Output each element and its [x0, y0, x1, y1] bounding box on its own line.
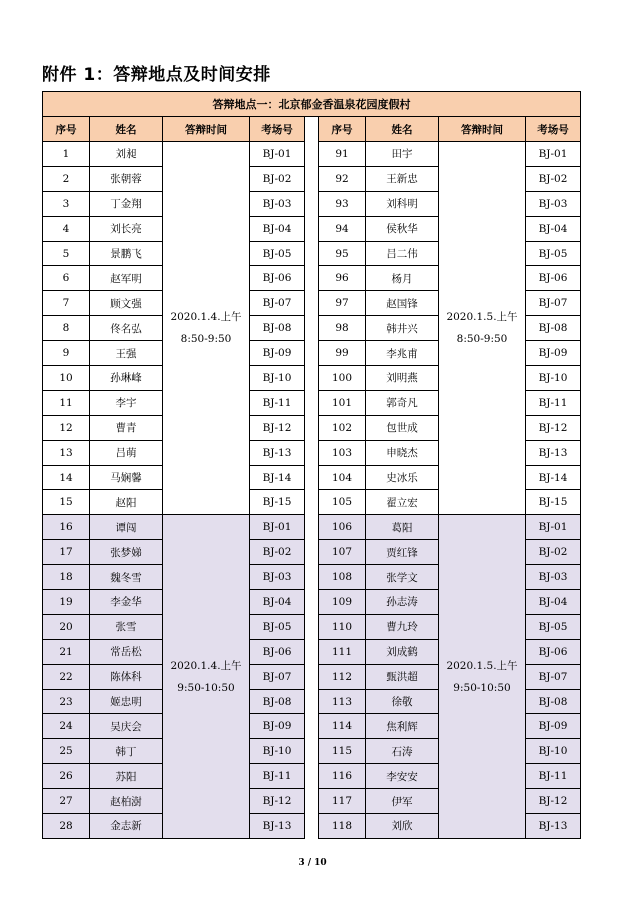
room-cell: BJ-13 — [250, 814, 305, 839]
name-cell: 李宇 — [90, 390, 163, 415]
room-cell: BJ-15 — [526, 490, 581, 515]
name-cell: 贾红锋 — [366, 540, 439, 565]
seq-cell: 3 — [43, 191, 90, 216]
header-time: 答辩时间 — [163, 117, 250, 142]
column-gap — [305, 490, 319, 515]
column-gap — [305, 540, 319, 565]
header-name: 姓名 — [90, 117, 163, 142]
name-cell: 甄洪超 — [366, 664, 439, 689]
header-room: 考场号 — [250, 117, 305, 142]
column-gap — [305, 266, 319, 291]
room-cell: BJ-12 — [250, 415, 305, 440]
room-cell: BJ-01 — [526, 515, 581, 540]
name-cell: 吴庆会 — [90, 714, 163, 739]
room-cell: BJ-03 — [526, 565, 581, 590]
column-gap — [305, 714, 319, 739]
column-gap — [305, 241, 319, 266]
time-slot — [163, 142, 250, 515]
room-cell: BJ-08 — [526, 316, 581, 341]
room-cell: BJ-13 — [526, 440, 581, 465]
column-gap — [305, 465, 319, 490]
room-cell: BJ-08 — [250, 689, 305, 714]
room-cell: BJ-09 — [526, 714, 581, 739]
room-cell: BJ-07 — [250, 664, 305, 689]
column-gap — [305, 166, 319, 191]
seq-cell: 4 — [43, 216, 90, 241]
seq-cell: 106 — [319, 515, 366, 540]
room-cell: BJ-13 — [250, 440, 305, 465]
seq-cell: 109 — [319, 590, 366, 615]
seq-cell: 18 — [43, 565, 90, 590]
seq-cell: 9 — [43, 341, 90, 366]
name-cell: 徐敬 — [366, 689, 439, 714]
seq-cell: 99 — [319, 341, 366, 366]
seq-cell: 13 — [43, 440, 90, 465]
room-cell: BJ-08 — [526, 689, 581, 714]
seq-cell: 10 — [43, 366, 90, 391]
time-slot-date: 2020.1.5.上午 — [446, 659, 518, 672]
name-cell: 曹九玲 — [366, 614, 439, 639]
location-caption-row — [43, 92, 581, 117]
room-cell: BJ-05 — [250, 241, 305, 266]
name-cell: 曹青 — [90, 415, 163, 440]
schedule-table — [42, 91, 581, 839]
room-cell: BJ-10 — [526, 739, 581, 764]
seq-cell: 26 — [43, 764, 90, 789]
seq-cell: 14 — [43, 465, 90, 490]
room-cell: BJ-05 — [526, 614, 581, 639]
column-gap — [305, 590, 319, 615]
name-cell: 韩井兴 — [366, 316, 439, 341]
name-cell: 包世成 — [366, 415, 439, 440]
seq-cell: 20 — [43, 614, 90, 639]
room-cell: BJ-02 — [250, 166, 305, 191]
header-room: 考场号 — [526, 117, 581, 142]
column-gap — [305, 689, 319, 714]
time-slot-range: 8:50-9:50 — [456, 333, 508, 346]
seq-cell: 6 — [43, 266, 90, 291]
seq-cell: 2 — [43, 166, 90, 191]
name-cell: 葛阳 — [366, 515, 439, 540]
column-gap — [305, 191, 319, 216]
name-cell: 翟立宏 — [366, 490, 439, 515]
seq-cell: 113 — [319, 689, 366, 714]
time-slot-range: 8:50-9:50 — [180, 333, 232, 346]
room-cell: BJ-03 — [250, 191, 305, 216]
room-cell: BJ-01 — [250, 515, 305, 540]
seq-cell: 110 — [319, 614, 366, 639]
column-gap — [305, 291, 319, 316]
room-cell: BJ-06 — [250, 266, 305, 291]
name-cell: 伊军 — [366, 789, 439, 814]
seq-cell: 23 — [43, 689, 90, 714]
seq-cell: 24 — [43, 714, 90, 739]
table-row — [43, 142, 581, 167]
name-cell: 吕二伟 — [366, 241, 439, 266]
time-slot-date: 2020.1.4.上午 — [170, 311, 242, 324]
column-gap — [305, 415, 319, 440]
room-cell: BJ-12 — [526, 415, 581, 440]
name-cell: 丁金翔 — [90, 191, 163, 216]
seq-cell: 114 — [319, 714, 366, 739]
seq-cell: 98 — [319, 316, 366, 341]
column-gap — [305, 316, 319, 341]
seq-cell: 111 — [319, 639, 366, 664]
name-cell: 刘长亮 — [90, 216, 163, 241]
column-gap — [305, 390, 319, 415]
room-cell: BJ-10 — [526, 366, 581, 391]
column-gap — [305, 664, 319, 689]
name-cell: 王强 — [90, 341, 163, 366]
name-cell: 刘成鹤 — [366, 639, 439, 664]
column-gap — [305, 739, 319, 764]
name-cell: 张雪 — [90, 614, 163, 639]
column-gap — [305, 366, 319, 391]
seq-cell: 102 — [319, 415, 366, 440]
column-gap — [305, 341, 319, 366]
name-cell: 佟名弘 — [90, 316, 163, 341]
column-gap — [305, 515, 319, 540]
seq-cell: 93 — [319, 191, 366, 216]
header-time: 答辩时间 — [439, 117, 526, 142]
seq-cell: 25 — [43, 739, 90, 764]
room-cell: BJ-14 — [250, 465, 305, 490]
room-cell: BJ-13 — [526, 814, 581, 839]
name-cell: 刘明燕 — [366, 366, 439, 391]
name-cell: 刘科明 — [366, 191, 439, 216]
name-cell: 田宇 — [366, 142, 439, 167]
seq-cell: 17 — [43, 540, 90, 565]
name-cell: 赵军明 — [90, 266, 163, 291]
name-cell: 刘昶 — [90, 142, 163, 167]
seq-cell: 107 — [319, 540, 366, 565]
room-cell: BJ-08 — [250, 316, 305, 341]
time-slot-range: 9:50-10:50 — [453, 681, 511, 694]
name-cell: 常岳松 — [90, 639, 163, 664]
column-gap — [305, 216, 319, 241]
seq-cell: 108 — [319, 565, 366, 590]
seq-cell: 12 — [43, 415, 90, 440]
room-cell: BJ-12 — [250, 789, 305, 814]
room-cell: BJ-11 — [526, 390, 581, 415]
seq-cell: 16 — [43, 515, 90, 540]
room-cell: BJ-06 — [526, 266, 581, 291]
time-slot — [439, 515, 526, 839]
seq-cell: 115 — [319, 739, 366, 764]
seq-cell: 11 — [43, 390, 90, 415]
seq-cell: 96 — [319, 266, 366, 291]
column-gap — [305, 614, 319, 639]
column-gap — [305, 764, 319, 789]
header-row — [43, 117, 581, 142]
room-cell: BJ-05 — [250, 614, 305, 639]
room-cell: BJ-09 — [526, 341, 581, 366]
seq-cell: 117 — [319, 789, 366, 814]
column-gap — [305, 117, 319, 142]
room-cell: BJ-12 — [526, 789, 581, 814]
room-cell: BJ-09 — [250, 714, 305, 739]
seq-cell: 92 — [319, 166, 366, 191]
seq-cell: 1 — [43, 142, 90, 167]
seq-cell: 27 — [43, 789, 90, 814]
room-cell: BJ-07 — [526, 291, 581, 316]
room-cell: BJ-02 — [526, 540, 581, 565]
room-cell: BJ-09 — [250, 341, 305, 366]
name-cell: 申晓杰 — [366, 440, 439, 465]
room-cell: BJ-14 — [526, 465, 581, 490]
name-cell: 景鹏飞 — [90, 241, 163, 266]
name-cell: 赵阳 — [90, 490, 163, 515]
room-cell: BJ-06 — [250, 639, 305, 664]
name-cell: 张梦娣 — [90, 540, 163, 565]
room-cell: BJ-04 — [250, 590, 305, 615]
room-cell: BJ-03 — [526, 191, 581, 216]
name-cell: 焦利辉 — [366, 714, 439, 739]
seq-cell: 104 — [319, 465, 366, 490]
time-slot — [439, 142, 526, 515]
name-cell: 赵柏澍 — [90, 789, 163, 814]
seq-cell: 5 — [43, 241, 90, 266]
name-cell: 陈体科 — [90, 664, 163, 689]
seq-cell: 7 — [43, 291, 90, 316]
name-cell: 吕萌 — [90, 440, 163, 465]
name-cell: 郭奇凡 — [366, 390, 439, 415]
name-cell: 孙志涛 — [366, 590, 439, 615]
time-slot-date: 2020.1.4.上午 — [170, 659, 242, 672]
name-cell: 韩丁 — [90, 739, 163, 764]
room-cell: BJ-07 — [526, 664, 581, 689]
table-row — [43, 515, 581, 540]
name-cell: 杨月 — [366, 266, 439, 291]
header-name: 姓名 — [366, 117, 439, 142]
room-cell: BJ-11 — [250, 390, 305, 415]
seq-cell: 28 — [43, 814, 90, 839]
seq-cell: 19 — [43, 590, 90, 615]
name-cell: 石涛 — [366, 739, 439, 764]
room-cell: BJ-11 — [526, 764, 581, 789]
seq-cell: 8 — [43, 316, 90, 341]
column-gap — [305, 565, 319, 590]
seq-cell: 105 — [319, 490, 366, 515]
seq-cell: 15 — [43, 490, 90, 515]
seq-cell: 94 — [319, 216, 366, 241]
seq-cell: 95 — [319, 241, 366, 266]
name-cell: 孙琳峰 — [90, 366, 163, 391]
name-cell: 李安安 — [366, 764, 439, 789]
header-seq: 序号 — [43, 117, 90, 142]
name-cell: 张学文 — [366, 565, 439, 590]
name-cell: 李金华 — [90, 590, 163, 615]
seq-cell: 100 — [319, 366, 366, 391]
column-gap — [305, 789, 319, 814]
seq-cell: 22 — [43, 664, 90, 689]
room-cell: BJ-06 — [526, 639, 581, 664]
room-cell: BJ-07 — [250, 291, 305, 316]
time-slot-range: 9:50-10:50 — [177, 681, 235, 694]
room-cell: BJ-15 — [250, 490, 305, 515]
room-cell: BJ-10 — [250, 739, 305, 764]
column-gap — [305, 639, 319, 664]
seq-cell: 21 — [43, 639, 90, 664]
room-cell: BJ-04 — [250, 216, 305, 241]
name-cell: 赵国锋 — [366, 291, 439, 316]
seq-cell: 103 — [319, 440, 366, 465]
seq-cell: 112 — [319, 664, 366, 689]
name-cell: 史冰乐 — [366, 465, 439, 490]
location-caption: 答辩地点一：北京郁金香温泉花园度假村 — [43, 92, 581, 117]
column-gap — [305, 440, 319, 465]
seq-cell: 91 — [319, 142, 366, 167]
name-cell: 王新忠 — [366, 166, 439, 191]
room-cell: BJ-05 — [526, 241, 581, 266]
name-cell: 苏阳 — [90, 764, 163, 789]
page-number: 3 / 10 — [298, 858, 327, 868]
seq-cell: 116 — [319, 764, 366, 789]
time-slot — [163, 515, 250, 839]
room-cell: BJ-11 — [250, 764, 305, 789]
room-cell: BJ-10 — [250, 366, 305, 391]
name-cell: 李兆甫 — [366, 341, 439, 366]
seq-cell: 97 — [319, 291, 366, 316]
name-cell: 谭闯 — [90, 515, 163, 540]
name-cell: 姬忠明 — [90, 689, 163, 714]
header-seq: 序号 — [319, 117, 366, 142]
name-cell: 马娴馨 — [90, 465, 163, 490]
column-gap — [305, 142, 319, 167]
name-cell: 金志新 — [90, 814, 163, 839]
time-slot-date: 2020.1.5.上午 — [446, 311, 518, 324]
seq-cell: 118 — [319, 814, 366, 839]
room-cell: BJ-04 — [526, 216, 581, 241]
name-cell: 侯秋华 — [366, 216, 439, 241]
room-cell: BJ-03 — [250, 565, 305, 590]
room-cell: BJ-04 — [526, 590, 581, 615]
room-cell: BJ-02 — [526, 166, 581, 191]
name-cell: 顾文强 — [90, 291, 163, 316]
name-cell: 刘欣 — [366, 814, 439, 839]
room-cell: BJ-02 — [250, 540, 305, 565]
name-cell: 魏冬雪 — [90, 565, 163, 590]
room-cell: BJ-01 — [250, 142, 305, 167]
name-cell: 张朝蓉 — [90, 166, 163, 191]
seq-cell: 101 — [319, 390, 366, 415]
page-title: 附件 1：答辩地点及时间安排 — [42, 65, 271, 85]
room-cell: BJ-01 — [526, 142, 581, 167]
column-gap — [305, 814, 319, 839]
